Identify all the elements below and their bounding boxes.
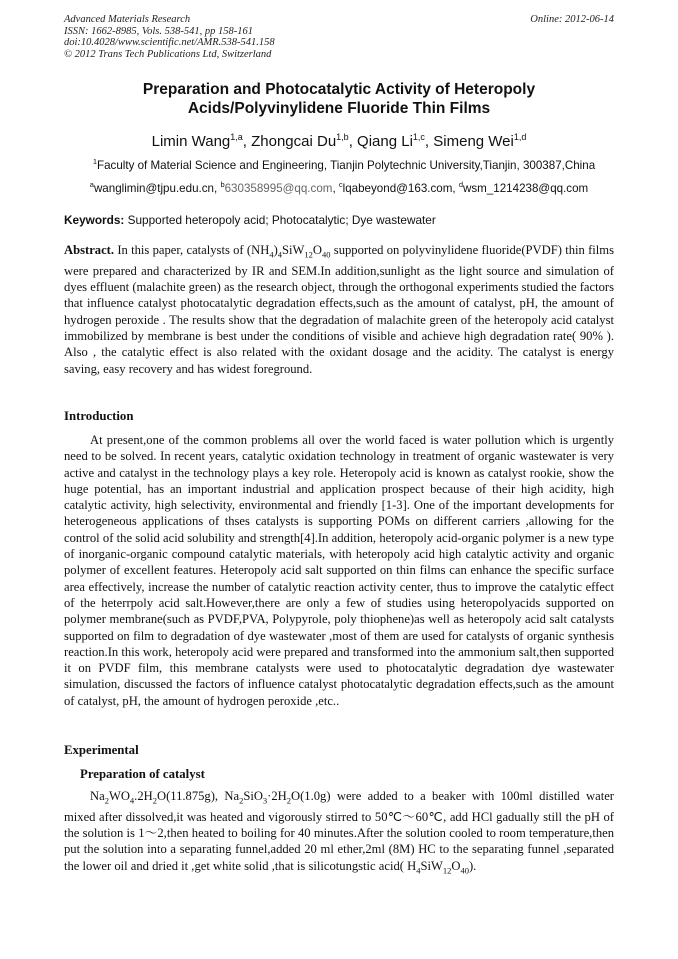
subscript: 40 [322,249,331,260]
online-date: Online: 2012-06-14 [530,14,614,25]
abstract-text: O [312,243,323,257]
email-link[interactable]: lqabeyond@163.com [342,181,453,195]
prep-text: WO [108,789,130,803]
subscript: 4 [129,795,135,806]
preparation-subheading: Preparation of catalyst [80,767,205,781]
abstract-text: ) [273,243,278,257]
email-link[interactable]: wsm_1214238@qq.com [463,181,589,195]
abstract-text: supported on polyvinylidene fluoride(PVDF) thin films were prepared and characterized by IR and SEM.In addition,sunlight as the light source and simulation of dyes effluent (malachite green) as the research object, through the orthogonal experiments studied the factors that influence catalyst photocatalytic degradation effects,such as the amount of catalyst, pH, the amount of hydrogen peroxide . The results show that the degradation of malachite green of the heteropoly acid catalyst immobilized by membrane is best under the conditions of visible and achieve high degradation rate( 90% ). Also , the catalytic effect is also related with the oxidant dosage and the acidity. The catalyst is energy saving, easy recovery and has widest foreground. [64,243,615,376]
keywords [64,213,614,227]
author-sup: 1,c [412,132,425,142]
prep-text: O [451,858,461,873]
abstract-text: SiW [282,243,305,257]
abstract-text: In this paper, catalysts of (NH [117,243,270,257]
author-list: Limin Wang$^{1,a}$, Zhongcai Du$^{1,b}$, Qiang Li$^{1,c}$, Simeng Wei$^{1,d}$ [151,132,527,150]
author-sup: 1,d [513,132,527,142]
subscript: 2 [239,795,244,806]
prep-text: ). [468,858,477,873]
issn-line: ISSN: 1662-8985, Vols. 538-541, pp 158-161 [64,25,253,37]
email-link[interactable]: wanglimin@tjpu.edu.cn [93,181,214,195]
introduction-paragraph: At present,one of the common problems all over the world faced is water pollution which is urgently need to be solved. In recent years, catalytic oxidation technology in treatment of organic wastewater is very active and catalyst in the technology plays a key role. Heteropoly acid is known as catalyst rookie, show the huge potential, has an important industrial and application prospect because of their high acidity, high catalytic activity, high selectivity, environmental and friendly [1-3]. One of the important developments for heterogeneous applications of thses catalysts is supporting POMs on different carriers ,allowing for the control of the solid acid solubility and strength[4].In addition, heteropoly acid-organic polymer is a new type of inorganic-organic compound catalytic materials, with heteropoly acid high catalytic activity and organic polymer of excellent features. Heteropoly acid salt supported on thin films can enhance the specific surface area effectively, increase the number of catalytic reaction activity center, thus to improve the catalytic effect of the heterrpoly acid salt.However,there are only a few of studies using heteropolyacids supported on polymer membrane(such as PVDF,PVA, Polypyrole, poly thiophene)as well as heteropoly acid salt catalysts supported on film to degradation of dye wastewater ,most of them are used for catalysts of organic synthesis reaction.In this work, heteropoly acid were prepared and transformed into the ammonium salt,then supported it on PVDF film, this membrane catalysts were used to photocatalytic degradation dye wastewater simulation, discussed the factors of influence catalyst photocatalytic degradation effects,such as the amount of catalyst, pH, the amount of hydrogen peroxide ,etc.. [64,433,614,708]
subscript: 12 [304,249,313,260]
email-list: $^a$wanglimin@tjpu.edu.cn, $^b$630358995@qq.com, $^c$lqabeyond@163.com, $^d$wsm_1214238@qq.com [89,180,589,195]
doi-line: doi:10.4028/www.scientific.net/AMR.538-541.158 [64,37,275,48]
subscript: 2 [104,795,109,806]
subscript: 4 [269,249,274,260]
prep-text: O(1.0g) were added to a beaker with 100ml distilled water mixed after dissolved,it was heated and vigorously stirred to 50℃～60℃, add HCl gadually still the pH of the solution is 1～2,then heated to boiling for 40 minutes.After the solution cooled to room temperature,then put the solution into a separating funnel,added 20 ml ether,2ml (8M) HC to the separating funnel ,separated the lower oil and dried it ,get white solid ,that is silicotungstic acid( H [64,789,614,873]
abstract-label: Abstract. [64,243,115,257]
title-line-2: Acids/Polyvinylidene Fluoride Thin Films [187,100,491,117]
author-sup: 1,a [230,132,243,142]
email-sup: a [89,180,94,189]
author-name: Qiang Li [357,133,413,150]
prep-text: O(11.875g), Na [156,789,240,803]
author-name: Zhongcai Du [251,133,337,150]
subscript: 2 [152,795,157,806]
prep-text: .2H [134,789,153,803]
subscript: 4 [277,249,283,260]
subscript: 2 [286,795,292,806]
email-sup: b [220,180,225,189]
abstract [64,242,614,377]
affiliation-text: Faculty of Material Science and Engineering, Tianjin Polytechnic University,Tianjin, 300387,China [97,158,596,172]
author-name: Simeng Wei [433,133,514,150]
prep-text: ·2H [267,789,287,803]
journal-header [64,14,275,60]
email-sup: c [338,180,343,189]
email-link[interactable]: 630358995@qq.com [224,181,333,195]
prep-text: SiW [420,858,443,873]
author-sup: 1,b [336,132,349,142]
subscript: 40 [460,865,469,876]
subscript: 12 [442,865,452,876]
subscript: 3 [262,795,268,806]
prep-text: SiO [243,789,263,803]
preparation-paragraph [64,788,614,879]
introduction-heading: Introduction [64,409,134,423]
journal-name: Advanced Materials Research [64,14,191,25]
affiliation [64,155,624,173]
copyright-line: © 2012 Trans Tech Publications Ltd, Switzerland [64,48,272,60]
affiliation-sup: 1 [92,157,97,166]
email-sup: d [458,180,464,189]
subscript: 4 [416,865,421,876]
keywords-text: Supported heteropoly acid; Photocatalytic; Dye wastewater [127,213,436,227]
paper-title [64,80,614,118]
title-line-1: Preparation and Photocatalytic Activity of Heteropoly [142,81,536,98]
keywords-label: Keywords: [64,213,125,227]
author-name: Limin Wang [151,133,231,150]
prep-text: Na [90,789,105,803]
experimental-heading: Experimental [64,743,139,757]
